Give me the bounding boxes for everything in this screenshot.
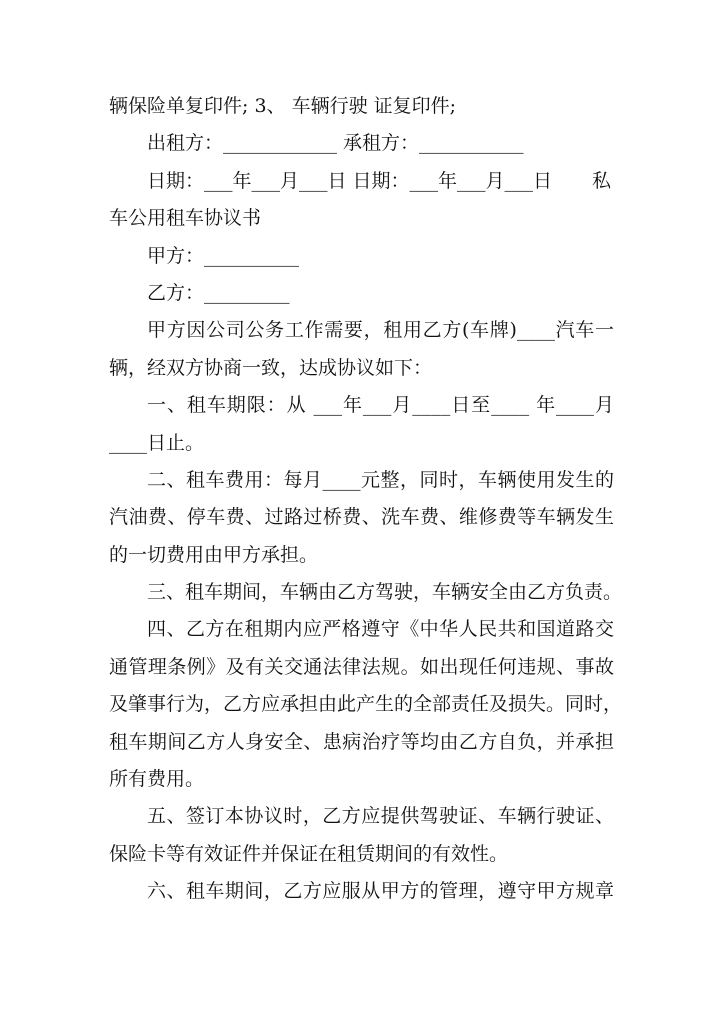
title-fragment: 私 — [592, 169, 612, 192]
clause-3-line: 三、租车期间，车辆由乙方驾驶，车辆安全由乙方负责。 — [147, 581, 623, 604]
party-a-line: 甲方：__________ — [147, 244, 300, 267]
paragraph-line: 甲方因公司公务工作需要，租用乙方(车牌)____汽车一 — [147, 319, 614, 342]
document-body — [109, 88, 623, 911]
clause-4-line: 所有费用。 — [109, 768, 205, 791]
date-text: 日期：___年___月___日 日期：___年___月___日 — [147, 169, 553, 192]
date-line — [109, 163, 614, 200]
clause-4-line: 租车期间乙方人身安全、患病治疗等均由乙方自负，并承担 — [109, 730, 614, 753]
party-b-line: 乙方：_________ — [147, 281, 290, 304]
clause-5-line: 五、签订本协议时，乙方应提供驾驶证、车辆行驶证、 — [147, 805, 614, 828]
clause-1-line: 一、租车期限：从 ___年___月____日至____ 年____月 — [147, 394, 614, 417]
clause-2-line: 的一切费用由甲方承担。 — [109, 543, 319, 566]
clause-5-line: 保险卡等有效证件并保证在租赁期间的有效性。 — [109, 842, 509, 865]
clause-1-line: ____日止。 — [109, 431, 205, 454]
document-title: 车公用租车协议书 — [109, 207, 262, 230]
signature-line: 出租方：____________ 承租方：___________ — [147, 132, 524, 155]
clause-6-line: 六、租车期间，乙方应服从甲方的管理，遵守甲方规章 — [147, 880, 614, 903]
clause-2-line: 汽油费、停车费、过路过桥费、洗车费、维修费等车辆发生 — [109, 506, 614, 529]
clause-4-line: 四、乙方在租期内应严格遵守《中华人民共和国道路交 — [147, 618, 614, 641]
text-line: 辆保险单复印件; 3、 车辆行驶 证复印件; — [109, 95, 457, 117]
clause-4-line: 通管理条例》及有关交通法律法规。如出现任何违规、事故 — [109, 655, 614, 678]
clause-4-line: 及肇事行为，乙方应承担由此产生的全部责任及损失。同时， — [109, 693, 623, 716]
paragraph-line: 辆，经双方协商一致，达成协议如下： — [109, 356, 433, 379]
clause-2-line: 二、租车费用：每月____元整，同时，车辆使用发生的 — [147, 468, 614, 491]
